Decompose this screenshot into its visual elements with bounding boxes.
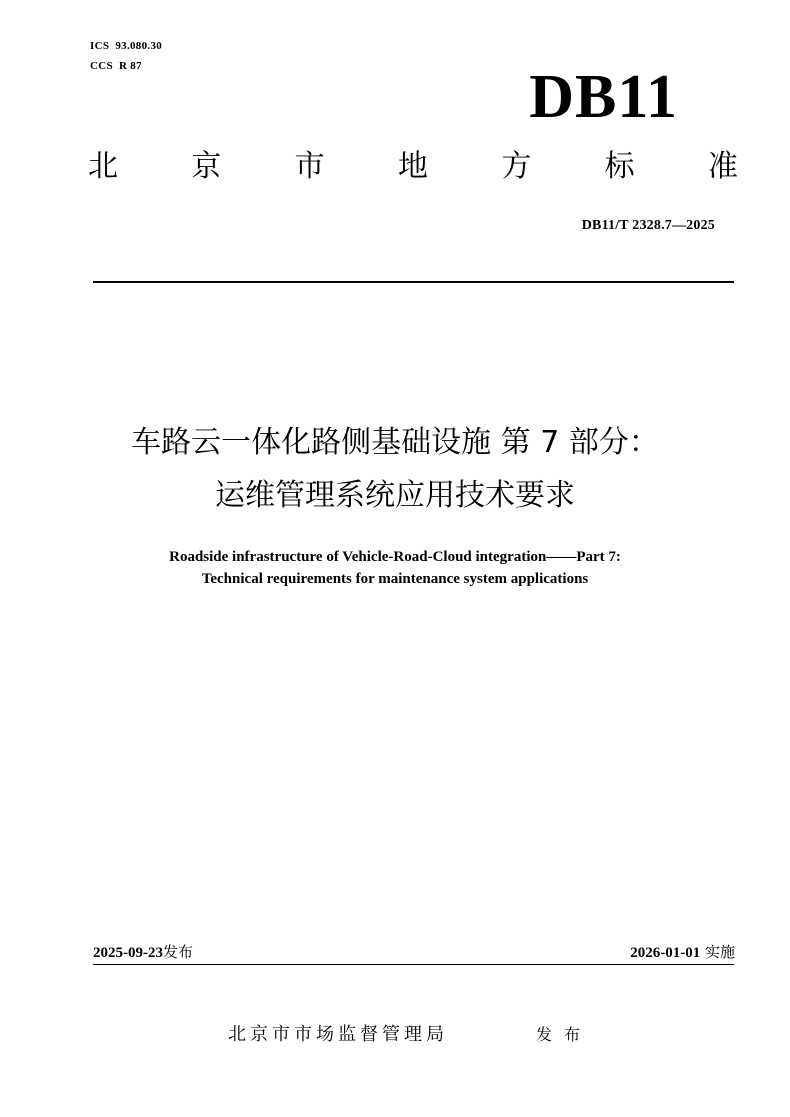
standard-type-char: 标: [604, 149, 635, 184]
title-en-line1: Roadside infrastructure of Vehicle-Road-Cloud integration——Part 7:: [169, 549, 621, 565]
standard-type-char: 北: [88, 149, 118, 184]
implement-date: [630, 945, 735, 961]
title-zh-line1: 车路云一体化路侧基础设施 第 7 部分：: [131, 425, 659, 460]
issue-label: 发布: [536, 1025, 593, 1044]
issuing-authority: 北京市市场监督管理局: [228, 1024, 448, 1045]
standard-number: DB11/T 2328.7—2025: [581, 218, 715, 233]
standard-type: [88, 149, 738, 184]
standard-type-char: 方: [501, 149, 532, 184]
implement-date-label: 实施: [704, 943, 735, 961]
footer-divider: [93, 964, 734, 965]
publish-date-label: 发布: [163, 943, 194, 961]
standard-type-char: 准: [707, 149, 738, 184]
implement-date-value: 2026-01-01: [630, 945, 701, 961]
title-zh-line2: 运维管理系统应用技术要求: [215, 478, 575, 513]
standard-type-char: 地: [397, 149, 428, 184]
publish-date-value: 2025-09-23: [93, 945, 163, 961]
ics-code: ICS 93.080.30: [90, 40, 163, 52]
title-en-line2: Technical requirements for maintenance system applications: [201, 571, 589, 587]
standard-type-char: 市: [294, 149, 325, 184]
publish-date: [93, 945, 193, 961]
db-code-logo: DB11: [529, 63, 678, 131]
ccs-code: CCS R 87: [90, 60, 142, 72]
header-divider: [93, 281, 734, 283]
standard-type-char: 京: [191, 149, 222, 184]
